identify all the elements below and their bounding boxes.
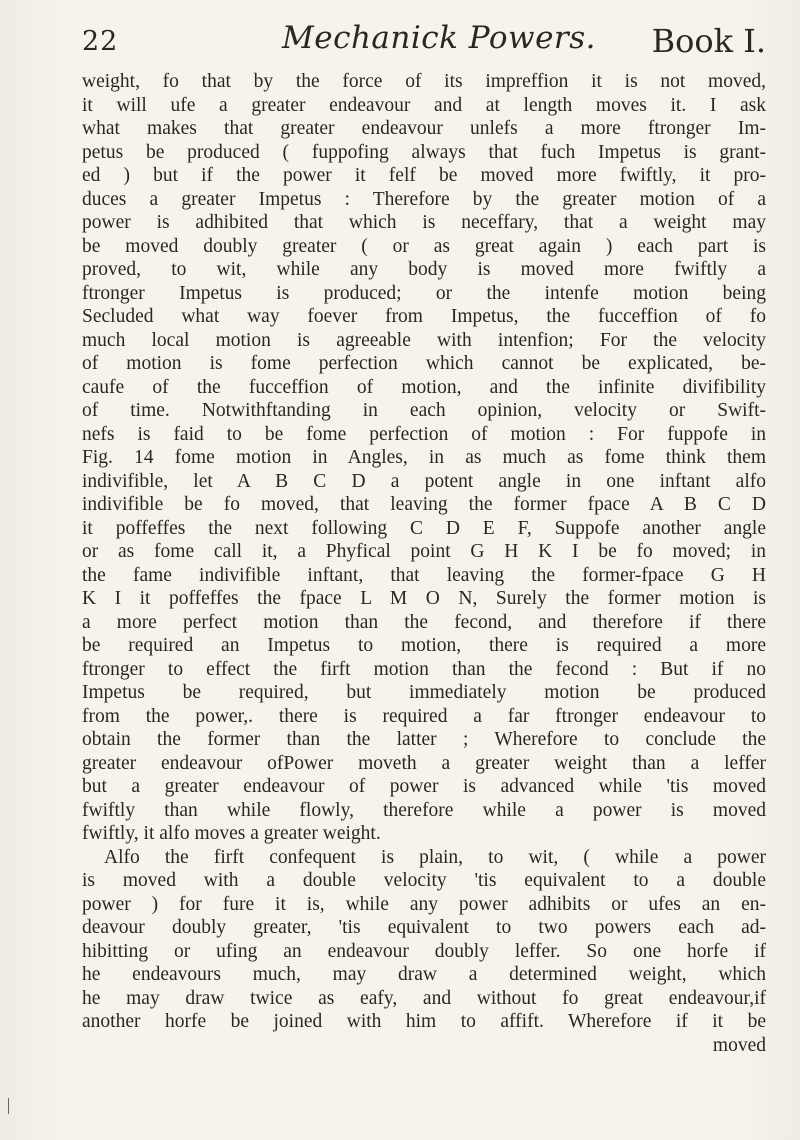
text-line: it will ufe a greater endeavour and at length moves it. I ask <box>82 94 766 116</box>
text-line: obtain the former than the latter ; Wherefore to conclude the <box>82 729 766 750</box>
text-line: from the power,. there is required a far ftronger endeavour to <box>82 705 766 727</box>
text-line: ftronger to effect the firft motion than the fecond : But if no <box>82 658 766 680</box>
text-line: what makes that greater endeavour unlefs a more ftronger Im- <box>82 118 766 139</box>
text-line: be moved doubly greater ( or as great again ) each part is <box>82 235 766 257</box>
text-line: is moved with a double velocity 'tis equivalent to a double <box>82 870 766 891</box>
text-line: Alfo the firft confequent is plain, to wit, ( while a power <box>104 846 766 868</box>
text-line: power ) for fure it is, while any power adhibits or ufes an en- <box>82 893 766 915</box>
text-line: the fame indivifible inftant, that leaving the former-fpace G H <box>82 564 766 586</box>
text-line: ed ) but if the power it felf be moved more fwiftly, it pro- <box>82 165 766 186</box>
text-line: another horfe be joined with him to affift. Wherefore if it be <box>82 1011 766 1032</box>
text-line: it poffeffes the next following C D E F, Suppofe another angle <box>82 517 766 539</box>
text-line: a more perfect motion than the fecond, and therefore if there <box>82 611 766 633</box>
text-line: Fig. 14 fome motion in Angles, in as much as fome think them <box>82 447 766 468</box>
running-head <box>82 18 766 62</box>
book-label: Book I. <box>651 22 766 60</box>
text-line: indivifible, let A B C D a potent angle in one inftant alfo <box>82 470 766 492</box>
text-line: indivifible be fo moved, that leaving the former fpace A B C D <box>82 494 766 515</box>
text-line: petus be produced ( fuppofing always that fuch Impetus is grant- <box>82 141 766 163</box>
text-line: fwiftly, it alfo moves a greater weight. <box>82 823 381 844</box>
body-text <box>82 70 766 1130</box>
text-line: or as fome call it, a Phyfical point G H K I be fo moved; in <box>82 541 766 562</box>
text-line: he endeavours much, may draw a determined weight, which <box>82 964 766 985</box>
text-line: power is adhibited that which is neceffary, that a weight may <box>82 212 766 233</box>
text-line: caufe of the fucceffion of motion, and the infinite divifibility <box>82 376 766 398</box>
text-line: K I it poffeffes the fpace L M O N, Surely the former motion is <box>82 588 766 609</box>
text-line: greater endeavour ofPower moveth a greater weight than a leffer <box>82 752 766 774</box>
text-line: hibitting or ufing an endeavour doubly leffer. So one horfe if <box>82 940 766 962</box>
text-line: proved, to wit, while any body is moved more fwiftly a <box>82 259 766 280</box>
text-line: ftronger Impetus is produced; or the intenfe motion being <box>82 282 766 304</box>
text-line: deavour doubly greater, 'tis equivalent to two powers each ad- <box>82 917 766 938</box>
page-number: 22 <box>82 26 119 57</box>
text-line: be required an Impetus to motion, there is required a more <box>82 635 766 656</box>
text-line: of motion is fome perfection which cannot be explicated, be- <box>82 353 766 374</box>
text-line: but a greater endeavour of power is advanced while 'tis moved <box>82 776 766 797</box>
running-title: Mechanick Powers. <box>282 20 597 56</box>
text-line: nefs is faid to be fome perfection of motion : For fuppofe in <box>82 423 766 445</box>
text-line: of time. Notwithftanding in each opinion, velocity or Swift- <box>82 400 766 421</box>
text-line: Impetus be required, but immediately motion be produced <box>82 682 766 703</box>
text-line: Secluded what way foever from Impetus, the fucceffion of fo <box>82 306 766 327</box>
margin-mark <box>8 1098 9 1114</box>
text-line: fwiftly than while flowly, therefore while a power is moved <box>82 799 766 821</box>
catchword: moved <box>712 1034 766 1056</box>
text-line: weight, fo that by the force of its impreffion it is not moved, <box>82 71 766 92</box>
text-line: much local motion is agreeable with intenfion; For the velocity <box>82 329 766 351</box>
text-line: he may draw twice as eafy, and without fo great endeavour,if <box>82 987 766 1009</box>
text-line: duces a greater Impetus : Therefore by the greater motion of a <box>82 188 766 210</box>
